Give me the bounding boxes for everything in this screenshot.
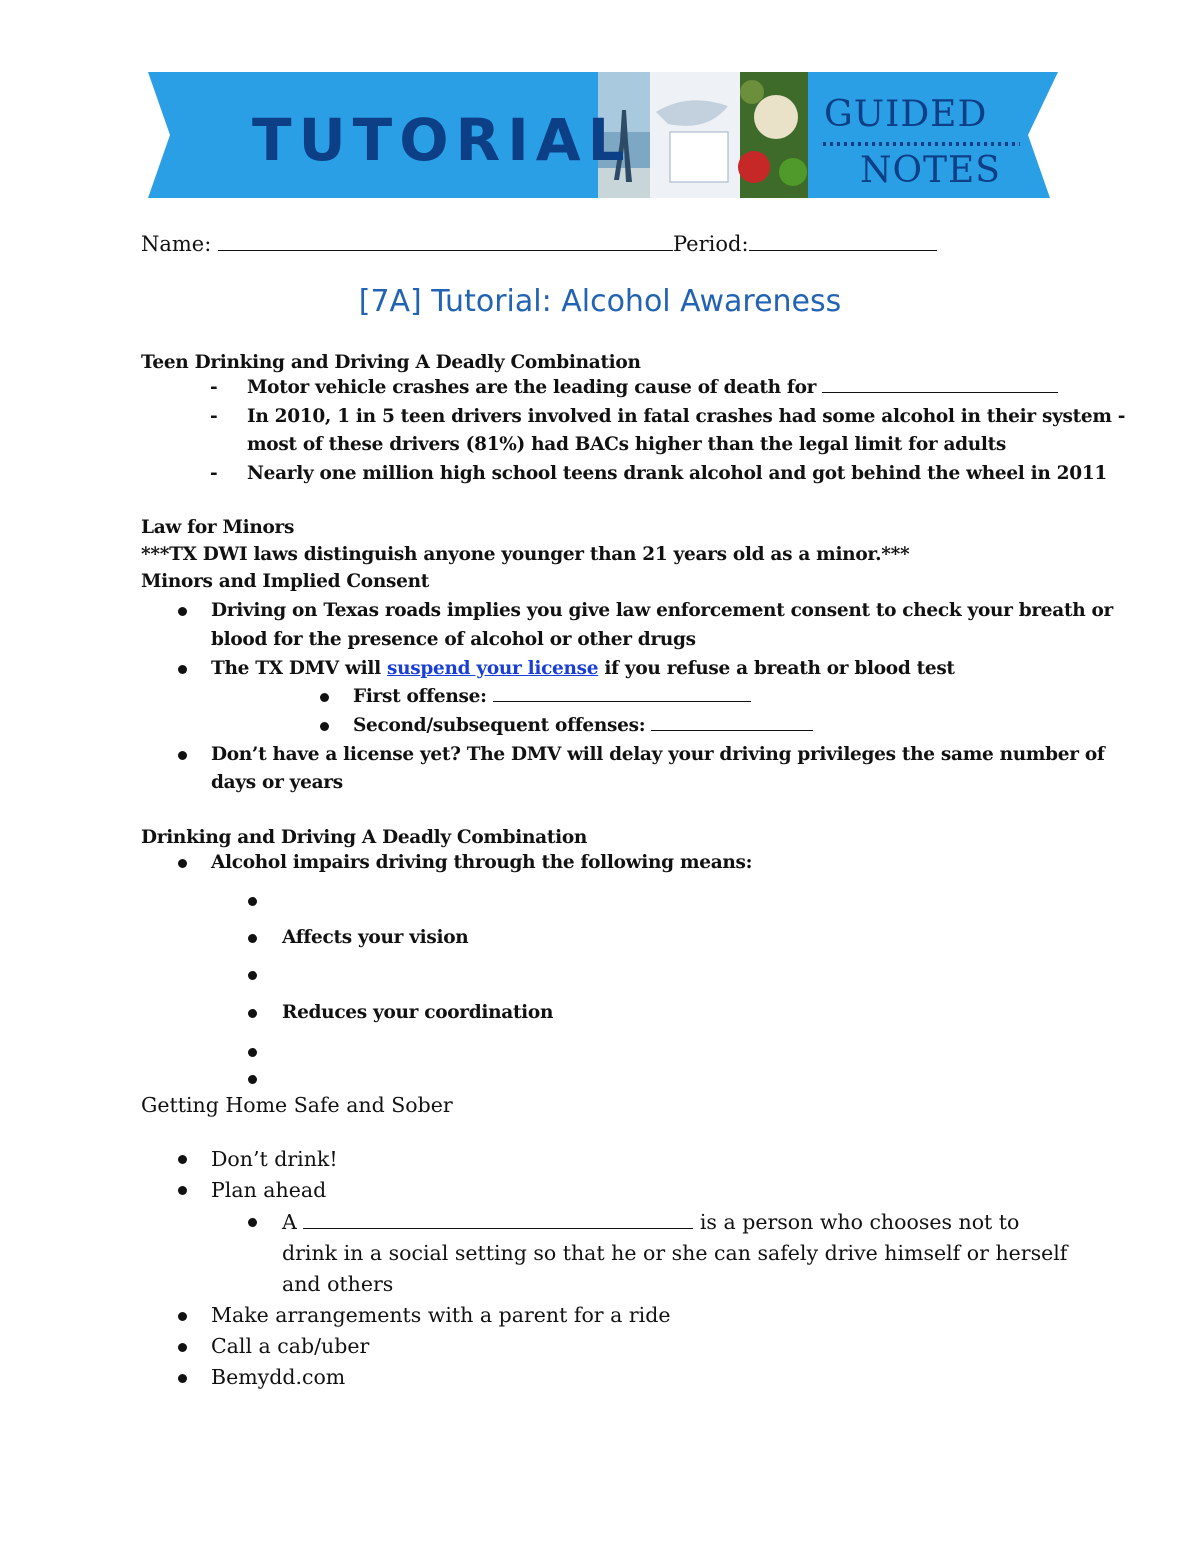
designated-driver-continuation: drink in a social setting so that he or she can safely drive himself or herself — [282, 1241, 1068, 1265]
designated-driver-continuation: and others — [282, 1272, 394, 1296]
banner-guided: GUIDED — [824, 94, 988, 135]
banner-notes: NOTES — [860, 150, 1001, 191]
means-item: Reduces your coordination — [282, 1002, 554, 1023]
bullet — [178, 607, 187, 616]
list-item: Call a cab/uber — [211, 1334, 370, 1358]
consent-item-continuation: blood for the presence of alcohol or other drugs — [211, 629, 696, 650]
section-heading-getting-home: Getting Home Safe and Sober — [141, 1093, 453, 1117]
name-label: Name: — [141, 232, 212, 256]
list-item: Don’t drink! — [211, 1147, 338, 1171]
consent-item: Driving on Texas roads implies you give law enforcement consent to check your breath or — [211, 600, 1113, 621]
page-title: [7A] Tutorial: Alcohol Awareness — [358, 284, 842, 319]
tutorial-banner — [148, 72, 1058, 198]
means-item: Affects your vision — [282, 927, 469, 948]
bullet — [178, 1374, 187, 1383]
bullet — [178, 1343, 187, 1352]
name-field[interactable] — [218, 230, 673, 251]
dwi-note: ***TX DWI laws distinguish anyone younger than 21 years old as a minor.*** — [141, 544, 910, 565]
section-heading-law-minors: Law for Minors — [141, 517, 295, 538]
period-field[interactable] — [749, 230, 937, 251]
period-label: Period: — [673, 232, 749, 256]
banner-label: TUTORIAL — [252, 106, 632, 174]
section-heading-drinking-driving: Drinking and Driving A Deadly Combination — [141, 827, 588, 848]
answer-blank[interactable] — [651, 714, 813, 731]
dmv-item: The TX DMV will suspend your license if you refuse a breath or blood test — [211, 658, 955, 679]
name-period-line — [141, 230, 937, 256]
subheading-implied-consent: Minors and Implied Consent — [141, 571, 429, 592]
section-heading-teen-drinking: Teen Drinking and Driving A Deadly Combination — [141, 352, 641, 373]
bullet — [320, 722, 329, 731]
list-item: Bemydd.com — [211, 1365, 346, 1389]
bullet — [178, 1312, 187, 1321]
bullet — [178, 751, 187, 760]
bullet — [248, 934, 257, 943]
bullet — [248, 1009, 257, 1018]
second-offense-item: Second/subsequent offenses: — [353, 712, 813, 740]
first-offense-item: First offense: — [353, 683, 751, 711]
bullet — [248, 1218, 257, 1227]
bullet — [248, 897, 257, 906]
bullet — [248, 1048, 257, 1057]
designated-driver-item: A is a person who chooses not to — [282, 1210, 1020, 1234]
answer-blank[interactable] — [822, 376, 1058, 393]
answer-blank[interactable] — [493, 685, 751, 702]
no-license-item: Don’t have a license yet? The DMV will delay your driving privileges the same number of — [211, 744, 1105, 765]
answer-blank[interactable] — [303, 1210, 693, 1229]
bullet — [178, 859, 187, 868]
impairs-intro: Alcohol impairs driving through the following means: — [211, 852, 753, 873]
bullet — [178, 1186, 187, 1195]
bullet — [320, 693, 329, 702]
bullet — [178, 1155, 187, 1164]
bullet — [178, 665, 187, 674]
bullet — [248, 971, 257, 980]
list-item: Plan ahead — [211, 1178, 327, 1202]
suspend-license-link[interactable]: suspend your license — [386, 658, 599, 679]
no-license-item-continuation: days or years — [211, 772, 343, 793]
list-item: Make arrangements with a parent for a ride — [211, 1303, 671, 1327]
bullet — [248, 1075, 257, 1084]
